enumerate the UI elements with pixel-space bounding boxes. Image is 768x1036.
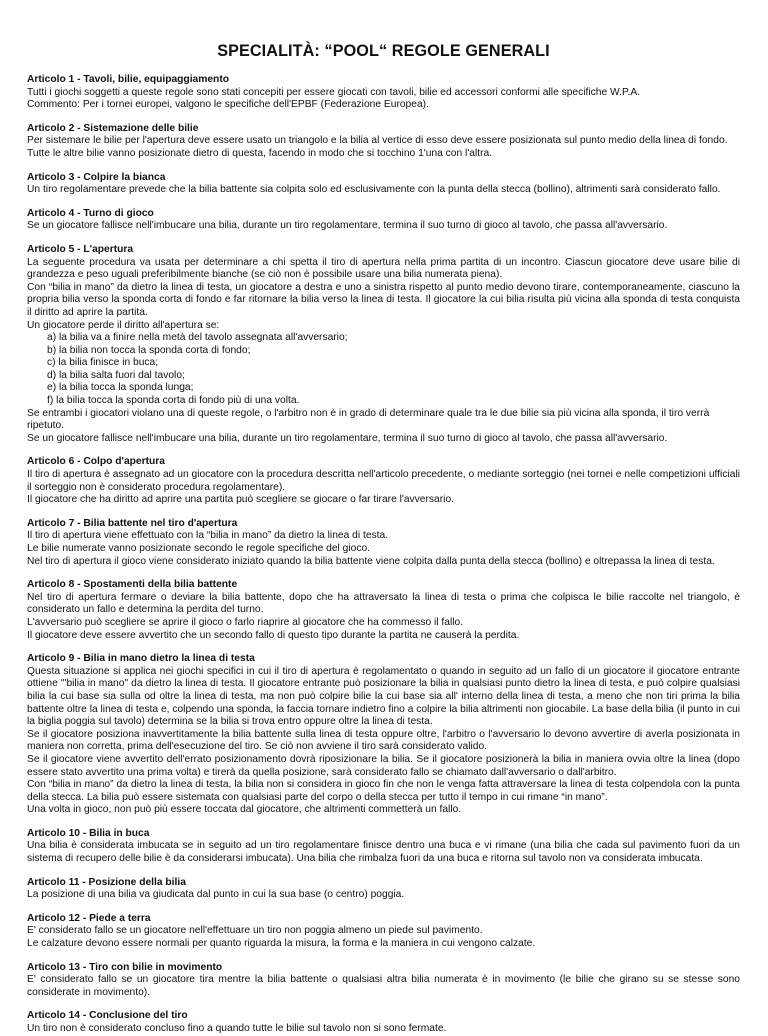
article-heading: Articolo 6 - Colpo d'apertura	[27, 456, 165, 468]
article-paragraph: Il tiro di apertura è assegnato ad un giocatore con la procedura descritta nell'articolo precedente, o mediante sorteggio (nei tornei e nelle competizioni ufficiali il sorteggio non è considerato procedura regolamentare).	[27, 469, 740, 493]
article-paragraph: La seguente procedura va usata per determinare a chi spetta il tiro di apertura nella prima partita di un incontro. Ciascun giocatore deve usare bilie di grandezza e peso uguali preferibilmente bianche (se ciò non è possibile usare una bilia numerata piena).	[27, 256, 740, 281]
article-7	[27, 518, 740, 568]
article-heading: Articolo 14 - Conclusione del tiro	[27, 1010, 188, 1022]
article-paragraph: Se il giocatore viene avvertito dell'errato posizionamento dovrà riposizionare la bilia. Se il giocatore posizionerà la bilia in maniera ovvia oltre la linea (dopo essere stato avvertito una prima volta) e tirerà da quella posizione, sarà considerato fallo se chiamato dall'avversario o dall'arbitro.	[27, 753, 740, 778]
article-paragraph: Tutte le altre bilie vanno posizionate dietro di questa, facendo in modo che si tocchino 1'una con l'altra.	[27, 147, 493, 159]
article-paragraph: La posizione di una bilia va giudicata dal punto in cui la sua base (o centro) poggia.	[27, 889, 405, 901]
articles-list	[27, 74, 740, 1036]
article-paragraph: Se un giocatore fallisce nell'imbucare una bilia, durante un tiro regolamentare, termina il suo turno di gioco al tavolo, che passa all'avversario.	[27, 220, 668, 232]
article-paragraph: Se il giocatore posiziona inavvertitamente la bilia battente sulla linea di testa oppure oltre, l'arbitro o l'avversario lo devono avvertire di averla posizionata in maniera non corretta, prima dell'esecuzione del tiro. Se ciò non avviene il tiro sarà considerato valido.	[27, 728, 740, 753]
list-item: b) la bilia non tocca la sponda corta di fondo;	[47, 344, 251, 356]
document-title: SPECIALITÀ: “POOL“ REGOLE GENERALI	[217, 42, 550, 60]
article-heading: Articolo 7 - Bilia battente nel tiro d'apertura	[27, 517, 238, 529]
article-heading: Articolo 11 - Posizione della bilia	[27, 876, 186, 888]
article-12	[27, 913, 740, 951]
article-paragraph: Se entrambi i giocatori violano una di queste regole, o l'arbitro non è in grado di determinare quale tra le due bilie sia più vicina alla sponda, il tiro verrà ripetuto.	[27, 407, 710, 432]
article-heading: Articolo 4 - Turno di gioco	[27, 207, 154, 219]
article-paragraph: E' considerato fallo se un giocatore nell'effettuare un tiro non poggia almeno un piede sul pavimento.	[27, 925, 483, 937]
article-heading: Articolo 12 - Piede a terra	[27, 912, 151, 924]
article-4	[27, 208, 740, 233]
article-11	[27, 877, 740, 902]
article-paragraph: Tutti i giochi soggetti a queste regole sono stati concepiti per essere giocati con tavoli, bilie ed accessori conformi alle specifiche W.P.A.	[27, 86, 641, 98]
article-2	[27, 123, 740, 161]
article-paragraph: Nel tiro di apertura il gioco viene considerato iniziato quando la bilia battente viene colpita dalla punta della stecca (bollino) e oltrepassa la linea di testa.	[27, 555, 715, 567]
article-1	[27, 74, 740, 112]
article-paragraph: Un giocatore perde il diritto all'apertura se:	[27, 319, 220, 331]
article-heading: Articolo 10 - Bilia in buca	[27, 827, 150, 839]
article-paragraph: Un tiro non è considerato concluso fino a quando tutte le bilie sul tavolo non si sono fermate.	[27, 1023, 447, 1034]
article-9	[27, 653, 740, 817]
article-paragraph: L'avversario può scegliere se aprire il gioco o farlo riaprire al giocatore che ha commesso il fallo.	[27, 616, 464, 628]
article-3	[27, 172, 740, 197]
article-heading: Articolo 5 - L'apertura	[27, 243, 134, 255]
list-item: d) la bilia salta fuori dal tavolo;	[47, 369, 185, 381]
list-item: f) la bilia tocca la sponda corta di fondo più di una volta.	[47, 395, 300, 407]
list-item: c) la bilia finisce in buca;	[47, 357, 159, 369]
article-paragraph: Questa situazione si applica nei giochi specifici in cui il tiro di apertura è regolamentato o quando in seguito ad un fallo di un giocatore il giocatore entrante ottiene "'bilia in mano" da dietro la linea di testa. Il giocatore entrante può posizionare la bilia in qualsiasi punto dietro la linea di testa, e può colpire qualsiasi bilia la cui base sia sulla od oltre la linea di testa, ma non può colpire bilie la cui base sia all' interno della linea di testa, a meno che non tiri prima la bilia battente oltre la linea di testa e, colpendo una sponda, la faccia tornare indietro fino a colpire la bilia altrimenti non giocabile. La base della bilia (il punto in cui la biglia poggia sul tavolo) determina se la bilia si trova entro oppure oltre la linea di testa.	[27, 665, 740, 728]
article-paragraph: Nel tiro di apertura fermare o deviare la bilia battente, dopo che ha attraversato la linea di testa o prima che colpisca le bilie raccolte nel triangolo, è considerato un fallo e determina la perdita del turno.	[27, 591, 740, 616]
article-paragraph: Per sistemare le bilie per l'apertura deve essere usato un triangolo e la bilia al vertice di esso deve essere posizionata sul punto medio della linea di fondo.	[27, 135, 728, 147]
list-item: a) la bilia va a finire nella metà del tavolo assegnata all'avversario;	[47, 332, 348, 344]
article-heading: Articolo 9 - Bilia in mano dietro la linea di testa	[27, 653, 255, 665]
article-paragraph: Il giocatore che ha diritto ad aprire una partita può scegliere se giocare o far tirare l'avversario.	[27, 494, 454, 506]
article-heading: Articolo 3 - Colpire la bianca	[27, 171, 166, 183]
article-paragraph: Se un giocatore fallisce nell'imbucare una bilia, durante un tiro regolamentare, termina il suo turno di gioco al tavolo, che passa all'avversario.	[27, 432, 668, 444]
article-paragraph: E' considerato fallo se un giocatore tira mentre la bilia battente o qualsiasi altra bilia numerata è in movimento (le bilie che girano su se stesse sono considerate in movimento).	[27, 974, 740, 998]
article-14	[27, 1010, 740, 1035]
article-paragraph: Una volta in gioco, non può più essere toccata dal giocatore, che altrimenti commetterà un fallo.	[27, 804, 462, 816]
article-paragraph: Le calzature devono essere normali per quanto riguarda la misura, la forma e la maniera in cui vengono calzate.	[27, 938, 536, 950]
article-heading: Articolo 2 - Sistemazione delle bilie	[27, 122, 199, 134]
article-heading: Articolo 8 - Spostamenti della bilia battente	[27, 579, 238, 591]
article-5	[27, 244, 740, 446]
article-8	[27, 579, 740, 642]
article-6	[27, 456, 740, 506]
article-paragraph: Le bilie numerate vanno posizionate secondo le regole specifiche del gioco.	[27, 543, 371, 554]
article-paragraph: Con “bilia in mano” da dietro la linea di testa, un giocatore a destra e uno a sinistra rispetto al punto medio devono tirare, contemporaneamente, ciascuno la propria bilia verso la sponda corta di fondo e far ritornare la bilia verso la linea di testa. Il giocatore la cui bilia risulta più vicina alla sponda di testa conquista il diritto ad aprire la partita.	[27, 281, 740, 318]
list-item: e) la bilia tocca la sponda lunga;	[47, 382, 194, 394]
article-10	[27, 828, 740, 866]
article-paragraph: Il tiro di apertura viene effettuato con la “bilia in mano” da dietro la linea di testa.	[27, 530, 389, 542]
article-heading: Articolo 13 - Tiro con bilie in movimento	[27, 961, 223, 973]
article-paragraph: Il giocatore deve essere avvertito che un secondo fallo di questo tipo durante la partita ne causerà la perdita.	[27, 629, 520, 641]
article-paragraph: Commento: Per i tornei europei, valgono le specifiche dell'EPBF (Federazione Europea).	[27, 99, 429, 111]
article-paragraph: Con “bilia in mano” da dietro la linea di testa, la bilia non si considera in gioco fin che non le venga fatta attraversare la linea di testa colpendola con la punta della stecca. La bilia può essere sistemata con qualsiasi parte del corpo o della stecca per tutto il tempo in cui rimane “in mano”.	[27, 779, 740, 803]
article-heading: Articolo 1 - Tavoli, bilie, equipaggiamento	[27, 74, 229, 85]
article-paragraph: Una bilia è considerata imbucata se in seguito ad un tiro regolamentare finisce dentro una buca e vi rimane (una bilia che cada sul pavimento fuori da un sistema di recupero delle bilie è da considerarsi imbucata). Una bilia che rimbalza fuori da una buca e ritorna sul tavolo non va considerata imbucata.	[27, 840, 740, 865]
article-paragraph: Un tiro regolamentare prevede che la bilia battente sia colpita solo ed esclusivamente con la punta della stecca (bollino), altrimenti sarà considerato fallo.	[27, 184, 721, 196]
